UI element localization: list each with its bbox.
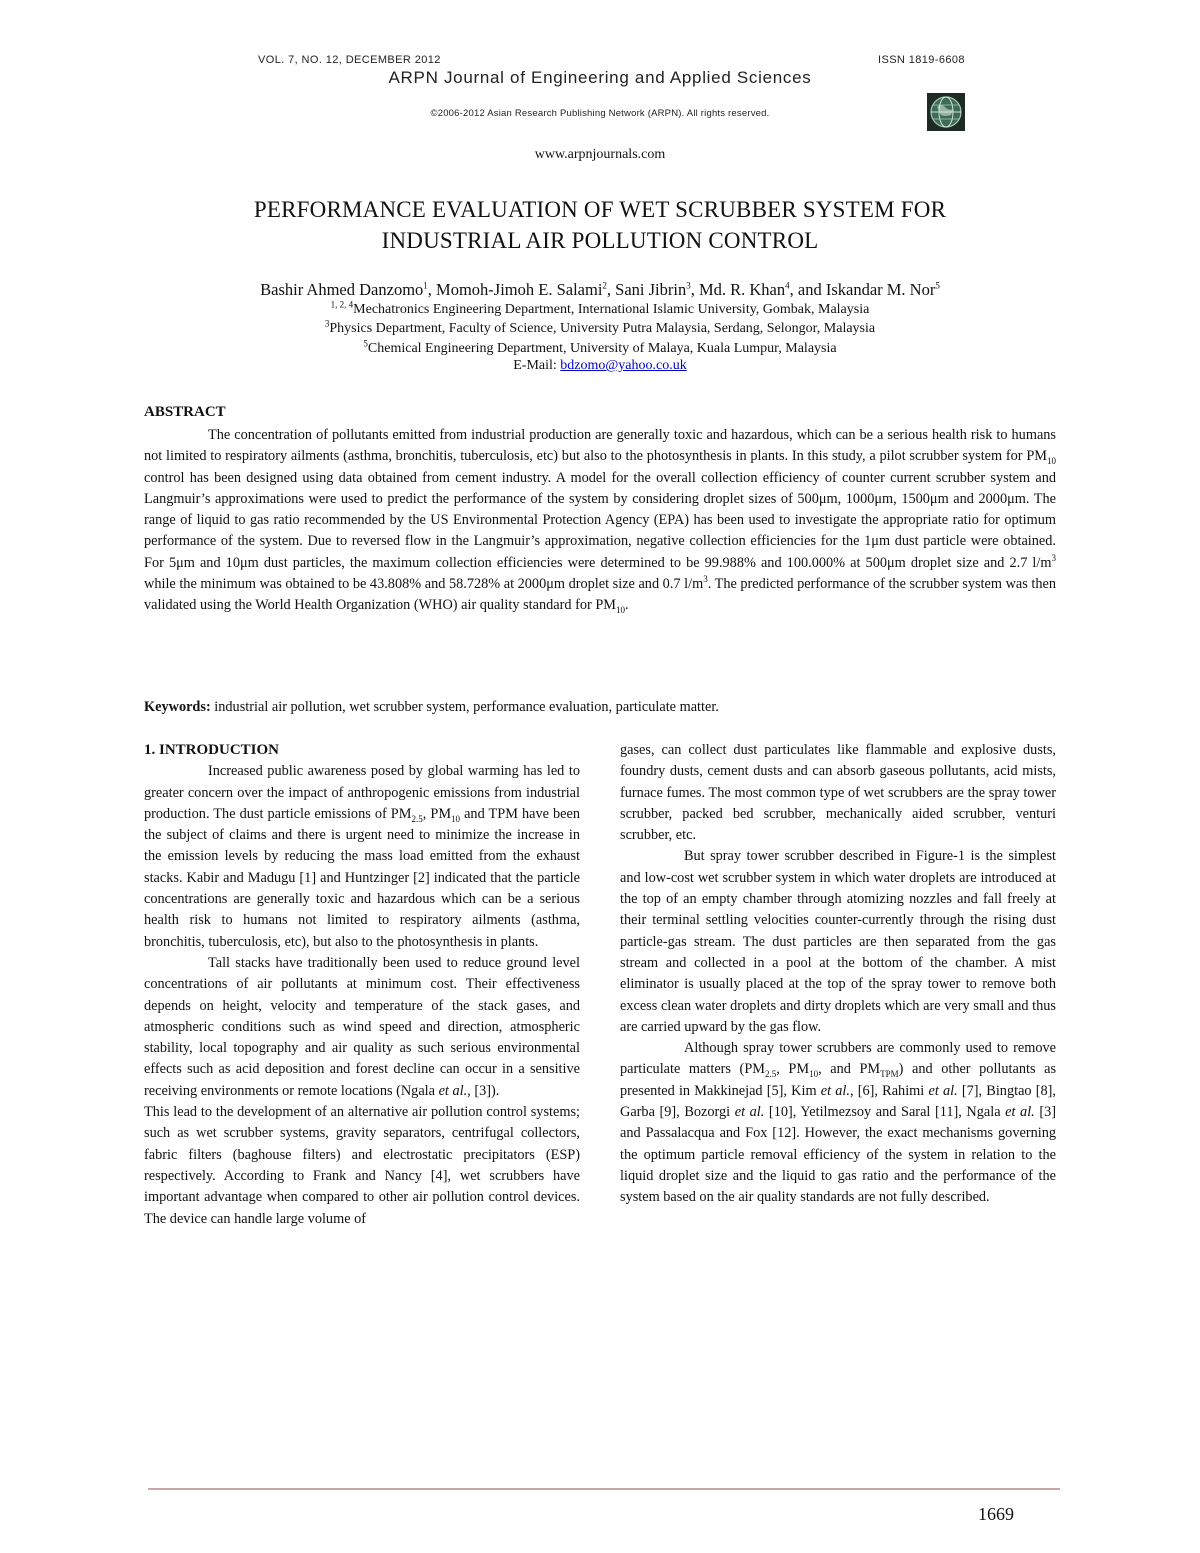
affiliation-mark: 1, 2, 4: [330, 299, 354, 310]
copyright-notice: ©2006-2012 Asian Research Publishing Network (ARPN). All rights reserved.: [430, 108, 770, 119]
author-separator: ,: [606, 280, 616, 299]
author-separator: ,: [427, 280, 437, 299]
title-line-1: PERFORMANCE EVALUATION OF WET SCRUBBER SYSTEM FOR: [253, 197, 947, 222]
author-name: Bashir Ahmed Danzomo: [260, 280, 424, 299]
author-separator: , and: [789, 280, 826, 299]
author-list: [0, 280, 1200, 300]
subscript: 10: [451, 813, 461, 824]
affiliation: [0, 338, 1200, 357]
italic-text: et al.: [734, 1104, 765, 1121]
abstract-segment: . The predicted performance of the scrubber system was then validated using the World Health Organization (WHO) air quality standard for PM: [144, 576, 1056, 614]
paragraph: This lead to the development of an alternative air pollution control systems; such as wet scrubber systems, gravity separators, centrifugal collectors, fabric filters (baghouse filters) and electrostatic precipitators (ESP) respectively. According to Frank and Nancy [4], wet scrubbers have important advantage when compared to other air pollution control devices. The device can handle large volume of: [144, 1104, 580, 1227]
italic-text: et al.: [1005, 1104, 1035, 1121]
author-affiliation-mark: 4: [785, 280, 790, 291]
text-segment: Increased public awareness posed by global warming has led to greater concern over the impact of anthropogenic emissions from industrial production. The dust particle emissions of PM: [144, 763, 580, 822]
footer-rule: [148, 1488, 1060, 1490]
paragraph: [144, 761, 580, 953]
subscript: TPM: [880, 1069, 899, 1080]
abstract-segment: while the minimum was obtained to be 43.808% and 58.728% at 2000μm droplet size and 0.7 l/m: [144, 576, 704, 593]
affiliation-text: Mechatronics Engineering Department, International Islamic University, Gombak, Malaysia: [353, 302, 870, 317]
right-column: [620, 740, 1056, 1209]
author-affiliation-mark: 2: [602, 280, 607, 291]
abstract-segment: control has been designed using data obtained from cement industry. A model for the overall collection efficiency of counter current scrubber system and Langmuir’s approximations were used to predict the performance of the system by considering droplet sizes of 500μm, 1000μm, 1500μm and 2000μm. The range of liquid to gas ratio recommended by the US Environmental Protection Agency (EPA) has been used to investigate the appropriate ratio for optimum performance of the system. Due to reversed flow in the Langmuir’s approximation, negative collection efficiencies for the 1μm dust particle were obtained. For 5μm and 10μm dust particles, the maximum collection efficiencies were determined to be 99.988% and 100.000% at 500μm droplet size and 2.7 l/m: [144, 469, 1056, 571]
affiliation-mark: 5: [363, 338, 368, 349]
text-segment: , [6], Rahimi: [849, 1082, 929, 1099]
subscript: 2.5: [411, 813, 423, 824]
subscript: 2.5: [765, 1069, 777, 1080]
paragraph: [620, 1038, 1056, 1208]
paragraph: But spray tower scrubber described in Figure-1 is the simplest and low-cost wet scrubber system in which water droplets are introduced at the top of an empty chamber through atomizing nozzles and fall freely at their terminal settling velocities counter-currently through the rising dust particle-gas stream. The dust particles are then separated from the gas stream and collected in a pool at the bottom of the chamber. A mist eliminator is usually placed at the top of the spray tower to remove both excess clean water droplets and dirty droplets which are very small and thus are carried upward by the gas flow.: [620, 848, 1056, 1035]
affiliation: [0, 318, 1200, 337]
contact-email: [0, 358, 1200, 374]
journal-name: ARPN Journal of Engineering and Applied Sciences: [388, 68, 812, 87]
text-segment: [3]).: [470, 1082, 500, 1099]
affiliation-mark: 3: [324, 318, 330, 329]
email-label: E-Mail:: [513, 358, 561, 373]
keywords: [144, 699, 1056, 716]
keywords-text: industrial air pollution, wet scrubber system, performance evaluation, particulate matter.: [210, 699, 719, 715]
text-segment: Although spray tower scrubbers are commonly used to remove particulate matters (PM: [620, 1040, 1056, 1078]
italic-text: et al.: [820, 1082, 850, 1099]
author-separator: ,: [690, 280, 699, 299]
text-segment: Tall stacks have traditionally been used to reduce ground level concentrations of air pollutants at minimum cost. Their effectiveness depends on height, velocity and temperature of the stack gases, and atmospheric conditions such as wind speed and direction, atmospheric stability, local topography and air quality as such serious environmental effects such as acid deposition and forest decline can occur in a sensitive receiving environments or remote locations (Ngala: [144, 954, 580, 1099]
globe-logo-icon: [927, 93, 965, 131]
abstract-text: [144, 425, 1056, 617]
affiliation-text: Physics Department, Faculty of Science, University Putra Malaysia, Serdang, Selongor, Malaysia: [329, 321, 876, 336]
abstract-superscript: 3: [1051, 553, 1056, 564]
paragraph: gases, can collect dust particulates like flammable and explosive dusts, foundry dusts, cement dusts and can absorb gaseous pollutants, acid mists, furnace fumes. The most common type of wet scrubbers are the spray tower scrubber, packed bed scrubber, mechanically aided scrubber, venturi scrubber, etc.: [620, 742, 1056, 844]
keywords-label: Keywords:: [144, 699, 211, 715]
text-segment: , and PM: [818, 1061, 881, 1078]
issn-info: ISSN 1819-6608: [878, 54, 965, 66]
section-heading: 1. INTRODUCTION: [144, 742, 280, 758]
abstract-heading: ABSTRACT: [144, 404, 226, 420]
abstract-subscript: 10: [616, 605, 625, 616]
author-name: Md. R. Khan: [698, 280, 786, 299]
italic-text: et al.,: [438, 1082, 471, 1099]
italic-text: et al.: [928, 1082, 958, 1099]
email-link[interactable]: bdzomo@yahoo.co.uk: [560, 358, 687, 373]
author-affiliation-mark: 5: [935, 280, 940, 291]
left-column: [144, 740, 580, 1230]
author-affiliation-mark: 1: [423, 280, 428, 291]
journal-website: www.arpnjournals.com: [534, 147, 666, 162]
paragraph: [144, 953, 580, 1102]
text-segment: ) and other pollutants as presented in Makkinejad [5], Kim: [620, 1061, 1057, 1099]
page-number: 1669: [978, 1504, 1014, 1524]
text-segment: [3] and Passalacqua and Fox [12]. However, the exact mechanisms governing the optimum particle removal efficiency of the system in relation to the liquid droplet size and the liquid to gas ratio and the performance of the system based on the air quality standards are not fully described.: [620, 1104, 1057, 1206]
text-segment: [10], Yetilmezsoy and Saral [11], Ngala: [764, 1104, 1006, 1121]
abstract-superscript: 3: [703, 574, 708, 585]
affiliation-text: Chemical Engineering Department, University of Malaya, Kuala Lumpur, Malaysia: [367, 341, 837, 356]
text-segment: [7], Bingtao [8], Garba [9], Bozorgi: [620, 1082, 1056, 1121]
affiliation: [0, 299, 1200, 318]
abstract-subscript: 10: [1047, 456, 1056, 467]
text-segment: , PM: [422, 805, 452, 822]
text-segment: , PM: [776, 1061, 810, 1078]
author-name: Momoh-Jimoh E. Salami: [436, 280, 603, 299]
text-segment: and TPM have been the subject of claims and there is urgent need to minimize the increase in the emission levels by reducing the mass load emitted from the exhaust stacks. Kabir and Madugu [1] and Huntzinger [2] indicated that the particle concentrations are generally toxic and hazardous which can be a serious health risk to humans not limited to respiratory ailments (asthma, bronchitis, tuberculosis, etc), but also to the photosynthesis in plants.: [144, 805, 581, 950]
volume-info: VOL. 7, NO. 12, DECEMBER 2012: [258, 54, 441, 66]
paper-title: [120, 194, 1080, 256]
title-line-2: INDUSTRIAL AIR POLLUTION CONTROL: [381, 228, 819, 253]
author-affiliation-mark: 3: [686, 280, 691, 291]
abstract-segment: The concentration of pollutants emitted from industrial production are generally toxic and hazardous, which can be a serious health risk to humans not limited to respiratory ailments (asthma, bronchitis, tuberculosis, etc) but also to the photosynthesis in plants. In this study, a pilot scrubber system for PM: [144, 427, 1056, 465]
author-name: Sani Jibrin: [615, 280, 687, 299]
author-name: Iskandar M. Nor: [825, 280, 936, 299]
subscript: 10: [809, 1069, 819, 1080]
abstract-segment: .: [625, 597, 629, 614]
